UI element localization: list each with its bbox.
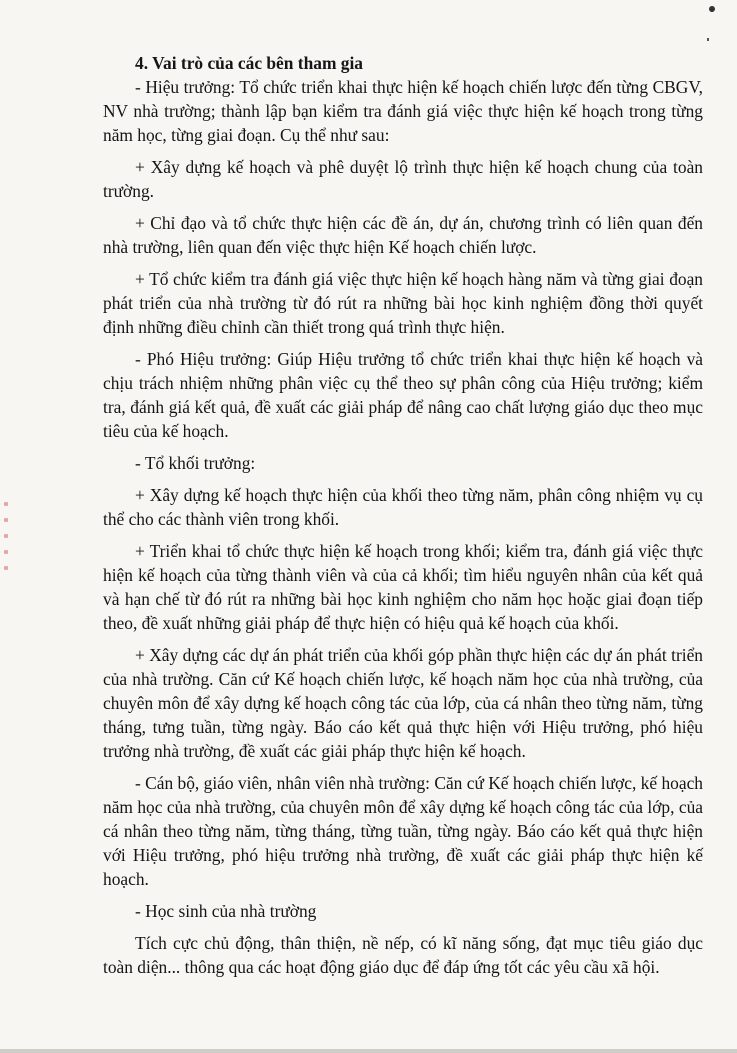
paragraph-group-leader-task-2: + Triển khai tổ chức thực hiện kế hoạch trong khối; kiểm tra, đánh giá việc thực hiện kế hoạch của từng thành viên và của cả khối; tìm hiểu nguyên nhân của kết quả và hạn chế từ đó rút ra những bài học kinh nghiệm cho năm học hoặc giai đoạn tiếp theo, đề xuất những giải pháp để thực hiện có hiệu quả kế hoạch của khối. bbox=[103, 541, 703, 633]
paragraph-principal: - Hiệu trưởng: Tổ chức triển khai thực hiện kế hoạch chiến lược đến từng CBGV, NV nhà trường; thành lập bạn kiểm tra đánh giá việc thực hiện kế hoạch trong từng năm học, từng giai đoạn. Cụ thể như sau: bbox=[103, 77, 703, 145]
paragraph-vice-principal: - Phó Hiệu trưởng: Giúp Hiệu trưởng tổ chức triển khai thực hiện kế hoạch và chịu trách nhiệm những phân việc cụ thể theo sự phân công của Hiệu trưởng; kiểm tra, đánh giá kết quả, đề xuất các giải pháp để nâng cao chất lượng giáo dục theo mục tiêu của kế hoạch. bbox=[103, 349, 703, 441]
page-bottom-edge bbox=[0, 1049, 737, 1053]
paragraph-principal-task-1: + Xây dựng kế hoạch và phê duyệt lộ trình thực hiện kế hoạch chung của toàn trường. bbox=[103, 157, 703, 201]
paragraph-group-leader-task-1: + Xây dựng kế hoạch thực hiện của khối theo từng năm, phân công nhiệm vụ cụ thể cho các thành viên trong khối. bbox=[103, 485, 703, 529]
scan-speck-small bbox=[707, 38, 709, 41]
scan-speck bbox=[708, 5, 716, 13]
stamp-edge-mark bbox=[2, 490, 10, 600]
paragraph-principal-task-3: + Tổ chức kiểm tra đánh giá việc thực hiện kế hoạch hàng năm và từng giai đoạn phát triển của nhà trường từ đó rút ra những bài học kinh nghiệm đồng thời quyết định những điều chỉnh cần thiết trong quá trình thực hiện. bbox=[103, 269, 703, 337]
paragraph-group-leader: - Tổ khối trưởng: bbox=[135, 453, 256, 473]
paragraph-students: - Học sinh của nhà trường bbox=[135, 901, 317, 921]
paragraph-staff: - Cán bộ, giáo viên, nhân viên nhà trường: Căn cứ Kế hoạch chiến lược, kế hoạch năm học của nhà trường, của chuyên môn để xây dựng kế hoạch công tác của lớp, của cá nhân theo từng năm, từng tháng, từng tuần, từng ngày. Báo cáo kết quả thực hiện với Hiệu trưởng, phó hiệu trưởng nhà trường, đề xuất các giải pháp thực hiện kế hoạch. bbox=[103, 773, 703, 889]
paragraph-students-detail: Tích cực chủ động, thân thiện, nề nếp, có kĩ năng sống, đạt mục tiêu giáo dục toàn diện... thông qua các hoạt động giáo dục để đáp ứng tốt các yêu cầu xã hội. bbox=[103, 933, 703, 977]
document-body bbox=[103, 51, 703, 987]
section-heading: 4. Vai trò của các bên tham gia bbox=[135, 53, 364, 73]
paragraph-group-leader-task-3: + Xây dựng các dự án phát triển của khối góp phần thực hiện các dự án phát triển của nhà trường. Căn cứ Kế hoạch chiến lược, kế hoạch năm học của nhà trường, của chuyên môn để xây dựng kế hoạch công tác của lớp, của cá nhân theo từng năm, từng tháng, tưng tuần, từng ngày. Báo cáo kết quả thực hiện với Hiệu trưởng, phó hiệu trưởng nhà trường, đề xuất các giải pháp thực hiện kế hoạch. bbox=[103, 645, 703, 761]
paragraph-principal-task-2: + Chỉ đạo và tổ chức thực hiện các đề án, dự án, chương trình có liên quan đến nhà trường, liên quan đến việc thực hiện Kế hoạch chiến lược. bbox=[103, 213, 703, 257]
